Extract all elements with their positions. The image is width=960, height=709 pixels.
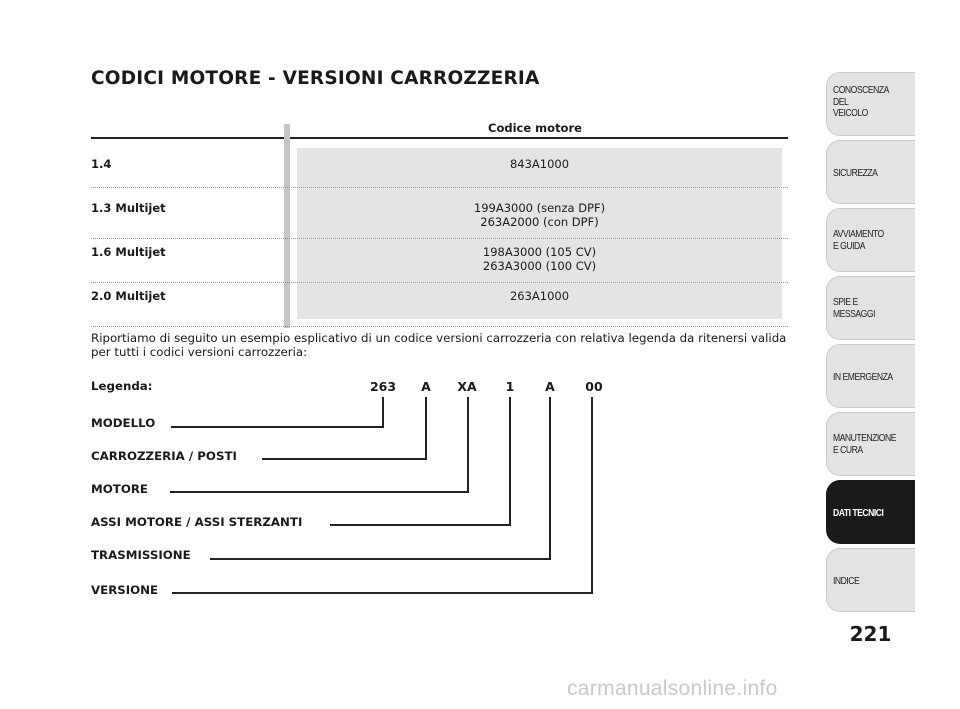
tab-sicurezza[interactable] — [826, 140, 915, 204]
table-row-label: 2.0 Multijet — [91, 289, 166, 303]
page-number: 221 — [849, 622, 892, 646]
row-divider — [91, 282, 788, 283]
tab-label: CONOSCENZA DEL VEICOLO — [833, 84, 889, 119]
table-row-label: 1.4 — [91, 157, 112, 171]
tab-label: SICUREZZA — [833, 167, 878, 179]
code-part-model: 263 — [369, 379, 397, 394]
engine-code: 263A1000 — [509, 289, 570, 303]
leader-line — [171, 426, 384, 428]
tab-label: IN EMERGENZA — [833, 371, 893, 383]
leader-line — [591, 397, 593, 594]
engine-code: 199A3000 (senza DPF) — [473, 201, 606, 215]
tab-manutenzione-e-cura[interactable] — [826, 412, 915, 476]
row-divider — [91, 326, 788, 327]
column-header-engine-code: Codice motore — [488, 121, 582, 135]
leader-line — [210, 558, 551, 560]
table-vertical-bar — [284, 124, 290, 328]
code-part-engine: XA — [457, 379, 477, 394]
page-title: CODICI MOTORE - VERSIONI CARROZZERIA — [91, 68, 540, 89]
tab-dati-tecnici[interactable] — [826, 480, 915, 544]
legend-item-modello: MODELLO — [91, 416, 156, 430]
leader-line — [262, 458, 427, 460]
table-row-code — [297, 289, 782, 303]
tab-label: AVVIAMENTO E GUIDA — [833, 228, 884, 252]
engine-code: 263A3000 (100 CV) — [482, 259, 597, 273]
leader-line — [549, 397, 551, 560]
leader-line — [467, 397, 469, 493]
explanation-paragraph: Riportiamo di seguito un esempio esplicativo di un codice versioni carrozzeria con relativa legenda da ritenersi valida per tutti i codici versioni carrozzeria: — [91, 331, 787, 359]
tab-label: SPIE E MESSAGGI — [833, 296, 875, 320]
engine-code: 263A2000 (con DPF) — [480, 215, 599, 229]
code-part-axles: 1 — [505, 379, 515, 394]
legend-item-trasmissione: TRASMISSIONE — [91, 548, 191, 562]
legend-item-motore: MOTORE — [91, 482, 148, 496]
table-row-code — [297, 201, 782, 229]
code-part-body: A — [421, 379, 431, 394]
tab-spie-e-messaggi[interactable] — [826, 276, 915, 340]
leader-line — [330, 524, 511, 526]
leader-line — [509, 397, 511, 526]
tab-conoscenza-del-veicolo[interactable] — [826, 72, 915, 136]
leader-line — [425, 397, 427, 460]
table-header-rule — [91, 137, 788, 139]
leader-line — [170, 491, 469, 493]
leader-line — [172, 592, 593, 594]
table-row-code — [297, 245, 782, 273]
tab-in-emergenza[interactable] — [826, 344, 915, 408]
legend-title: Legenda: — [91, 379, 153, 393]
engine-code: 198A3000 (105 CV) — [482, 245, 597, 259]
engine-code: 843A1000 — [509, 157, 570, 171]
table-row-code — [297, 157, 782, 171]
tab-indice[interactable] — [826, 548, 915, 612]
tab-label: MANUTENZIONE E CURA — [833, 432, 896, 456]
legend-item-versione: VERSIONE — [91, 583, 159, 597]
code-part-transmission: A — [545, 379, 555, 394]
table-row-label: 1.6 Multijet — [91, 245, 166, 259]
row-divider — [91, 238, 788, 239]
row-divider — [91, 187, 788, 188]
legend-item-carrozzeria: CARROZZERIA / POSTI — [91, 449, 237, 463]
tab-avviamento-e-guida[interactable] — [826, 208, 915, 272]
table-row-label: 1.3 Multijet — [91, 201, 166, 215]
leader-line — [382, 397, 384, 428]
code-part-version: 00 — [585, 379, 603, 394]
watermark: carmanualsonline.info — [567, 677, 778, 700]
tab-label: INDICE — [833, 575, 860, 587]
tab-label: DATI TECNICI — [833, 507, 884, 519]
legend-item-assi: ASSI MOTORE / ASSI STERZANTI — [91, 515, 303, 529]
